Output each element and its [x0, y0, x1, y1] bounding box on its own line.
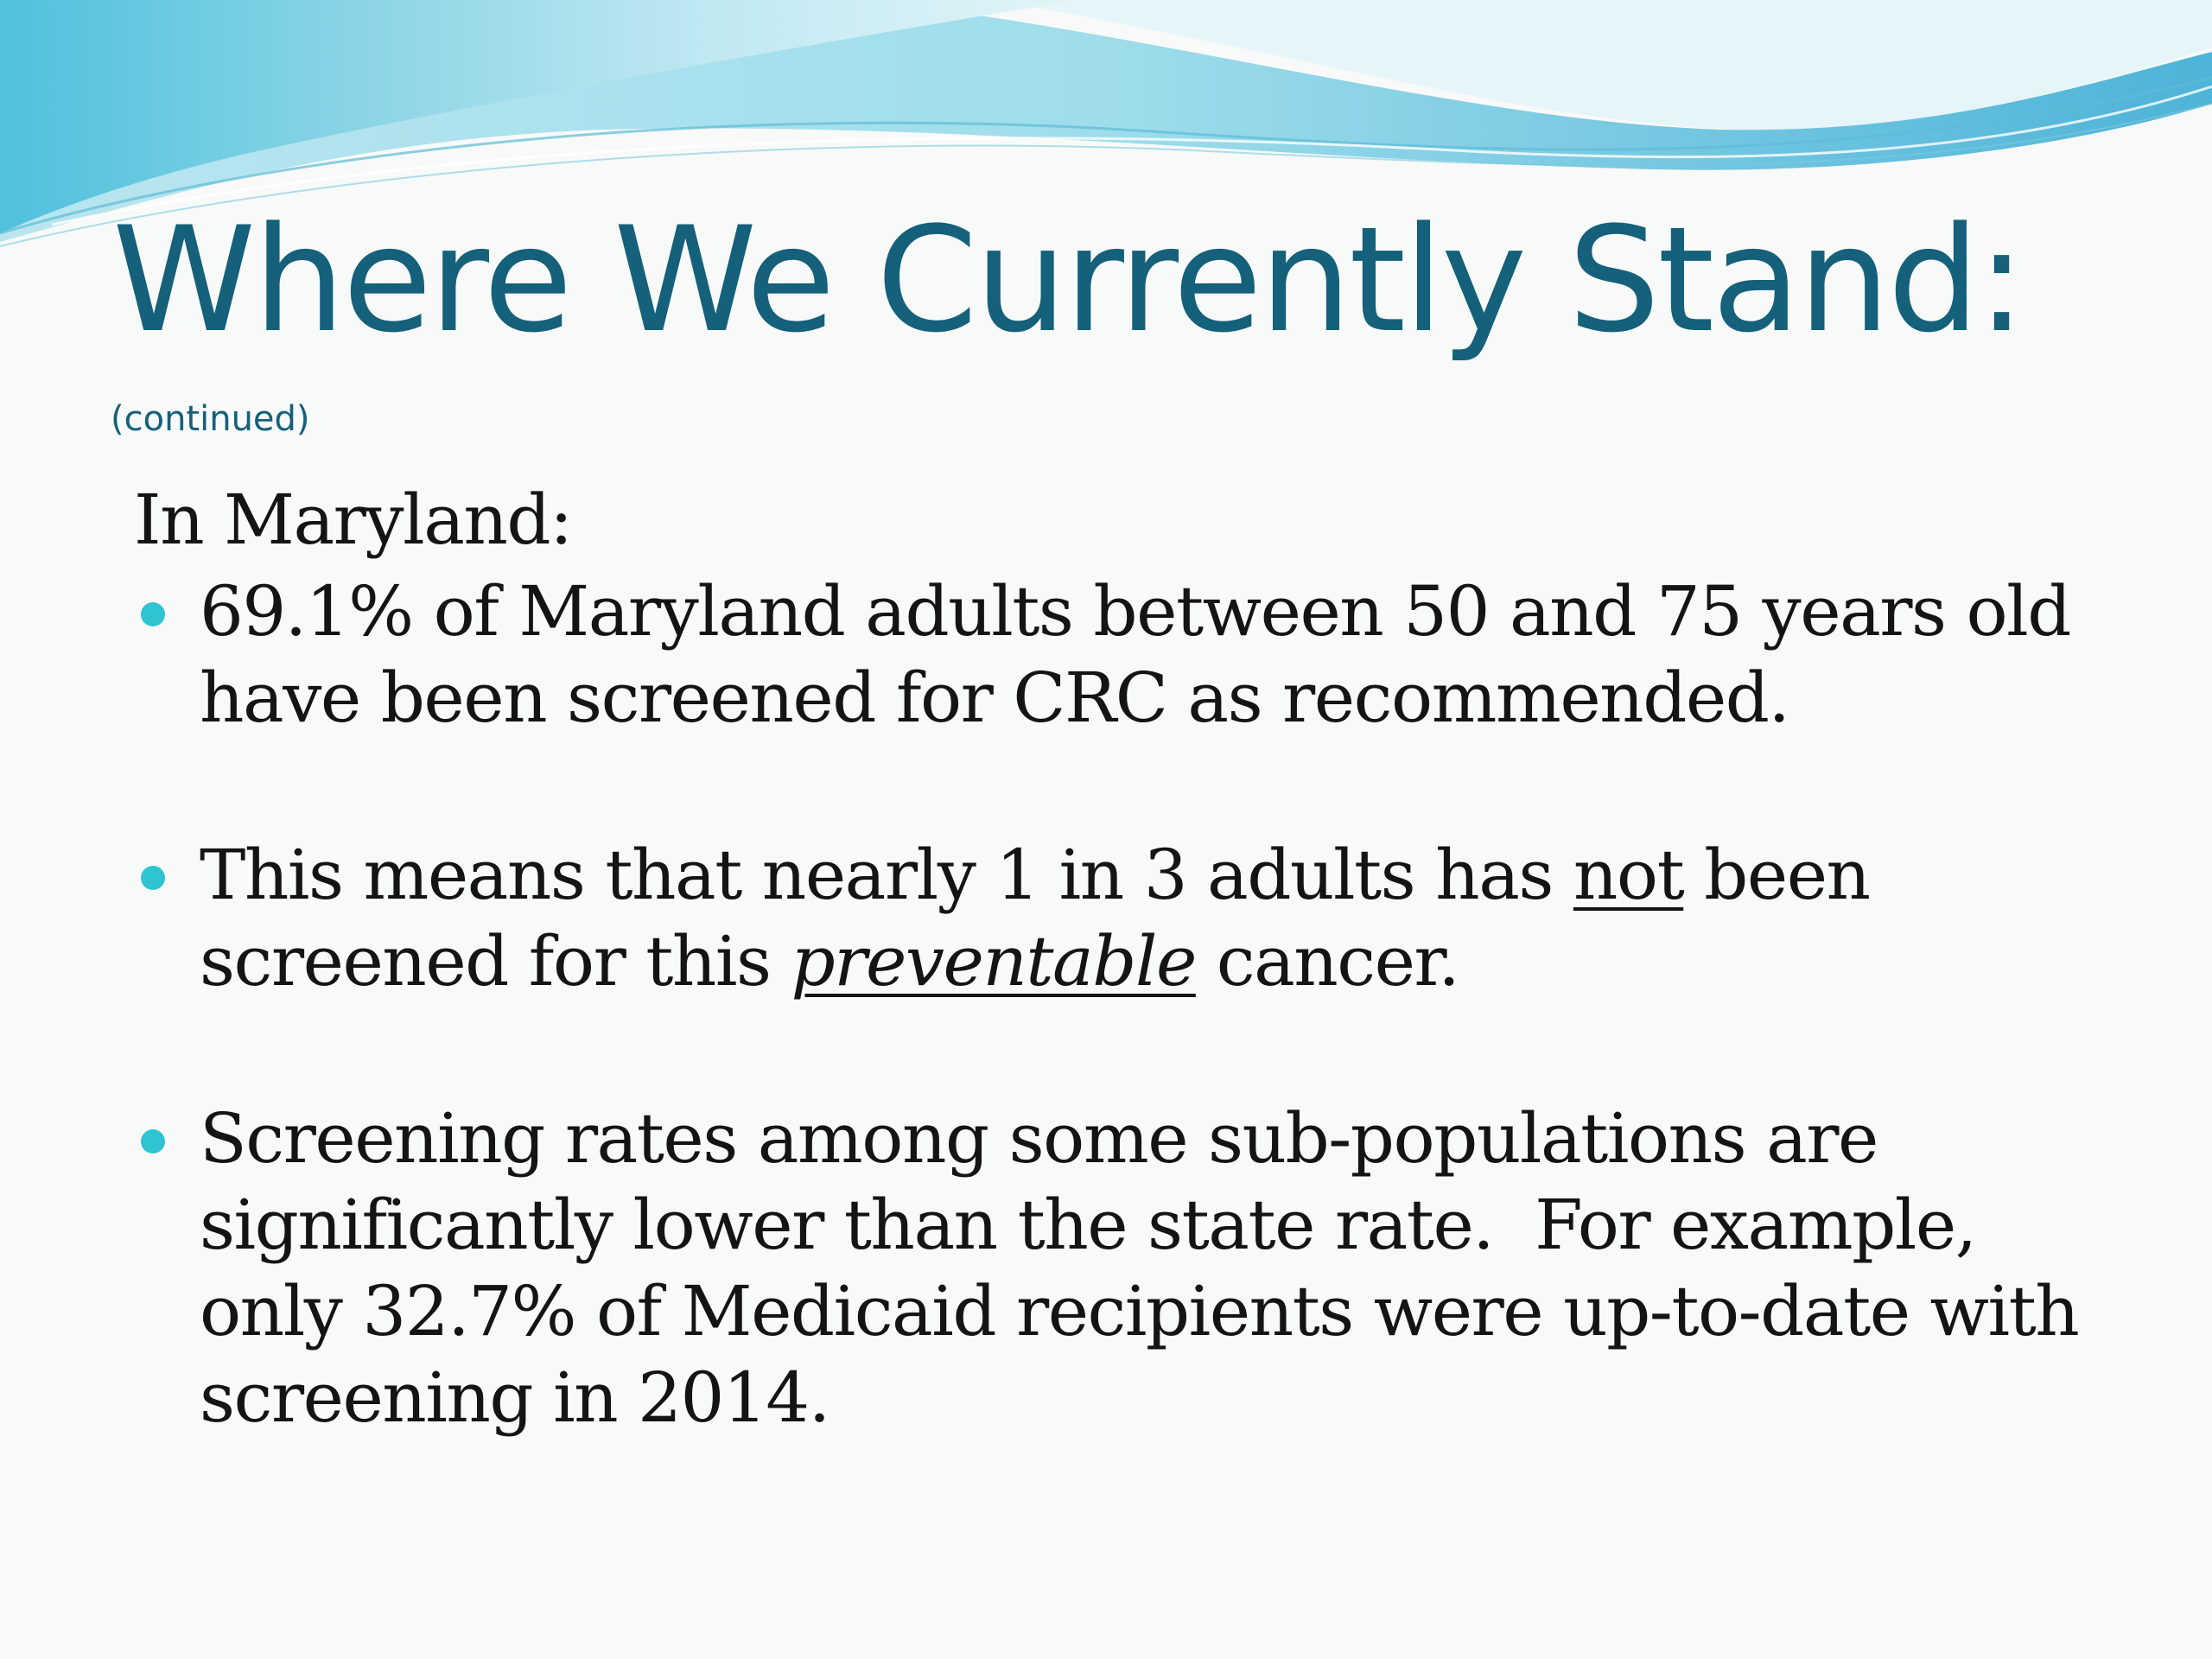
bullet-item: [134, 1096, 2121, 1441]
slide-title: Where We Currently Stand:: [112, 195, 2024, 365]
emphasized-word: preventable: [791, 921, 1196, 1001]
underlined-word: not: [1573, 835, 1684, 915]
bullet-list: [134, 569, 2121, 1441]
bullet-item: [134, 569, 2121, 741]
bullet-dot-icon: [141, 602, 165, 626]
bullet-dot-icon: [141, 1129, 165, 1154]
bullet-text: Screening rates among some sub-populations are significantly lower than the state rate. For example, only 32.7% of Medicaid recipients were up-to-date with screening in 2014.: [200, 1098, 2100, 1438]
bullet-text-before: This means that nearly 1 in 3 adults has: [200, 835, 1573, 915]
slide-subtitle: (continued): [111, 399, 310, 439]
bullet-text-after: cancer.: [1195, 921, 1459, 1001]
slide-body: [134, 477, 2121, 1532]
bullet-dot-icon: [141, 866, 165, 890]
bullet-item: [134, 832, 2121, 1005]
bullet-text-middle: been screened for this: [200, 835, 1870, 1001]
bullet-text: 69.1% of Maryland adults between 50 and 75 years old have been screened for CRC as recommended.: [200, 571, 2070, 738]
intro-heading: In Maryland:: [134, 480, 572, 560]
